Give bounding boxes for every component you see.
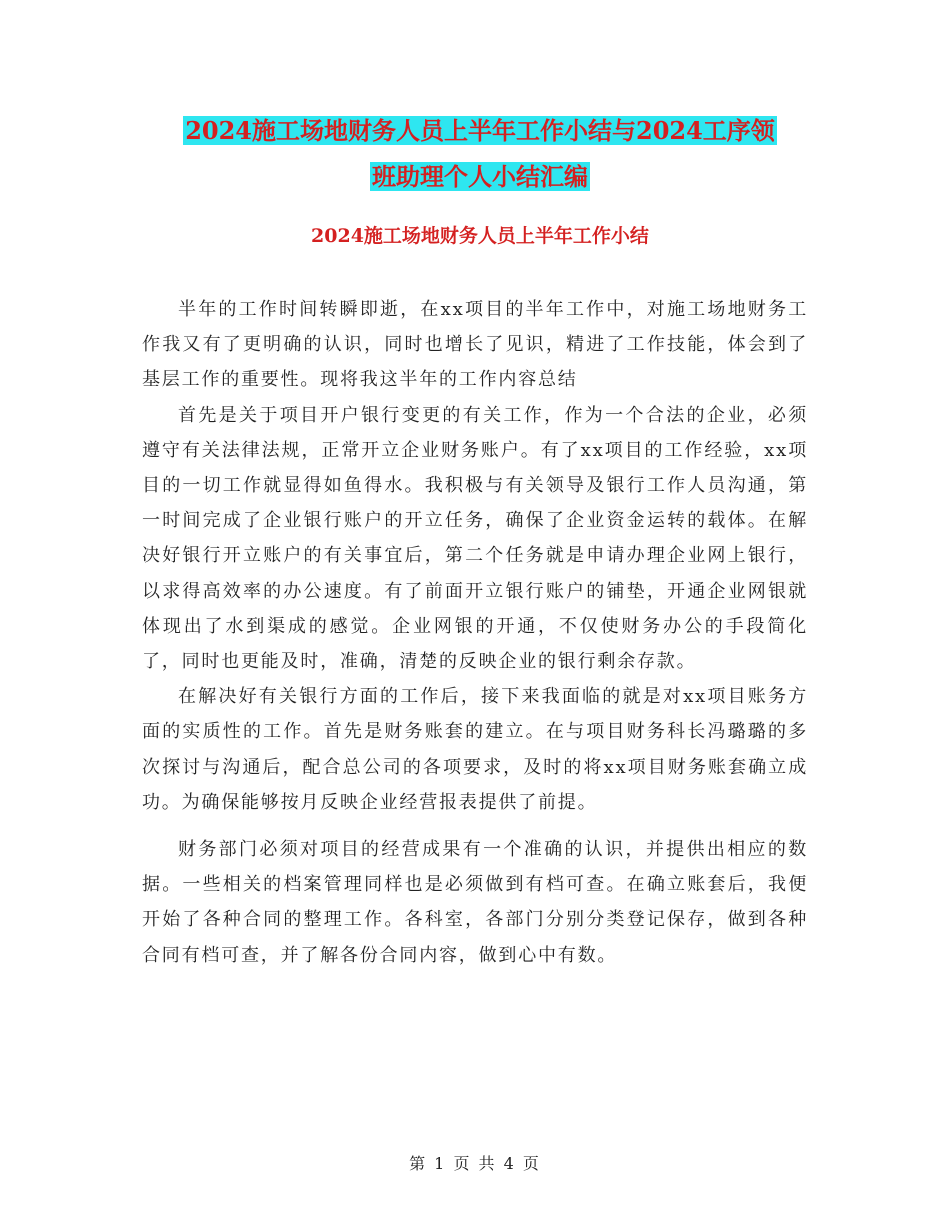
paragraph-3: 在解决好有关银行方面的工作后，接下来我面临的就是对xx项目账务方面的实质性的工作。首先是财务账套的建立。在与项目财务科长冯璐璐的多次探讨与沟通后，配合总公司的各项要求，及时的将xx项目财务账套确立成功。为确保能够按月反映企业经营报表提供了前提。 [142, 686, 808, 813]
document-title-line-2: 班助理个人小结汇编 [372, 162, 588, 191]
document-title [140, 108, 820, 200]
paragraph-2: 首先是关于项目开户银行变更的有关工作，作为一个合法的企业，必须遵守有关法律法规，正常开立企业财务账户。有了xx项目的工作经验，xx项目的一切工作就显得如鱼得水。我积极与有关领导及银行工作人员沟通，第一时间完成了企业银行账户的开立任务，确保了企业资金运转的载体。在解决好银行开立账户的有关事宜后，第二个任务就是申请办理企业网上银行，以求得高效率的办公速度。有了前面开立银行账户的铺垫，开通企业网银就体现出了水到渠成的感觉。企业网银的开通，不仅使财务办公的手段简化了，同时也更能及时，准确，清楚的反映企业的银行剩余存款。 [142, 404, 808, 673]
section-title: 2024施工场地财务人员上半年工作小结 [311, 225, 649, 247]
paragraph-4: 财务部门必须对项目的经营成果有一个准确的认识，并提供出相应的数据。一些相关的档案管理同样也是必须做到有档可查。在确立账套后，我便开始了各种合同的整理工作。各科室，各部门分别分类登记保存，做到各种合同有档可查，并了解各份合同内容，做到心中有数。 [142, 839, 808, 966]
page-number-footer: 第 1 页 共 4 页 [409, 1154, 541, 1173]
document-body [142, 292, 808, 973]
paragraph-1: 半年的工作时间转瞬即逝，在xx项目的半年工作中，对施工场地财务工作我又有了更明确的认识，同时也增长了见识，精进了工作技能，体会到了基层工作的重要性。现将我这半年的工作内容总结 [142, 299, 808, 391]
document-title-line-1: 2024施工场地财务人员上半年工作小结与2024工序领 [185, 116, 775, 145]
